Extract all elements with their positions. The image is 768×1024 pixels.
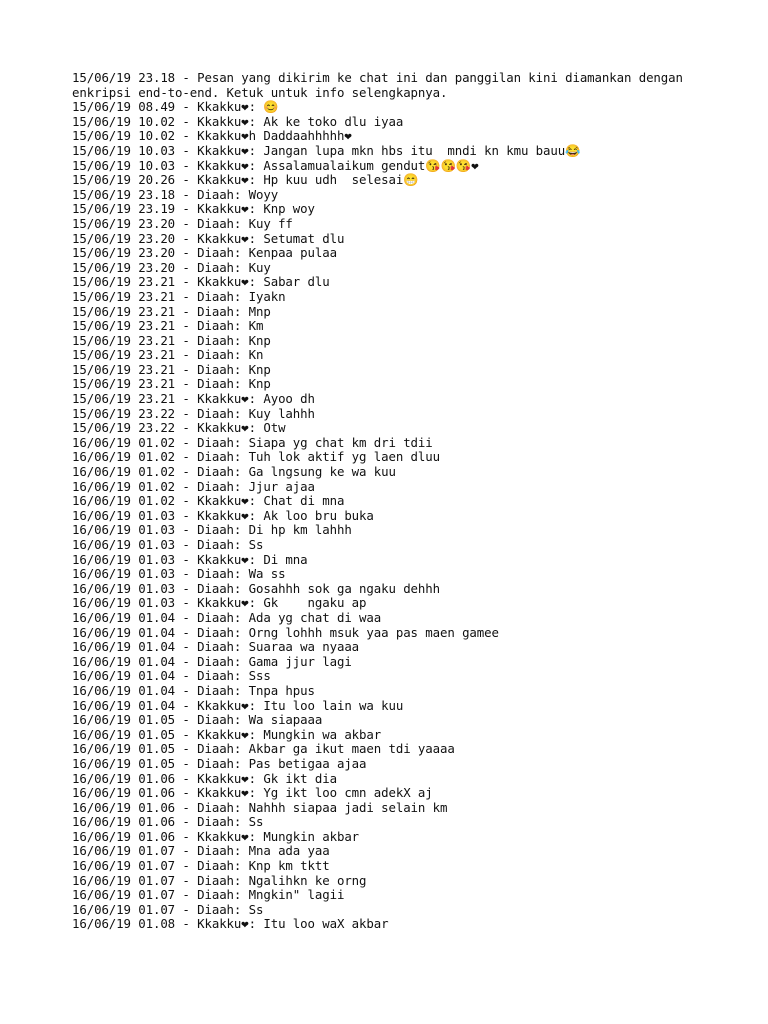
chat-line: 16/06/19 01.05 - Kkakku❤: Mungkin wa akbar xyxy=(72,726,382,742)
chat-line: 15/06/19 10.03 - Kkakku❤: Assalamualaikum gendut😘😘😘❤ xyxy=(72,157,479,173)
chat-line: 15/06/19 10.02 - Kkakku❤h Daddaahhhhh❤ xyxy=(72,128,352,144)
chat-line: 15/06/19 23.20 - Diaah: Kuy ff xyxy=(72,215,293,231)
chat-line: 15/06/19 23.18 - Pesan yang dikirim ke chat ini dan panggilan kini diamankan dengan xyxy=(72,70,683,85)
document-page xyxy=(72,71,712,932)
chat-line: enkripsi end-to-end. Ketuk untuk info selengkapnya. xyxy=(72,84,448,100)
chat-line: 16/06/19 01.07 - Diaah: Ss xyxy=(72,901,264,917)
chat-line: 15/06/19 23.22 - Kkakku❤: Otw xyxy=(72,420,286,436)
chat-line: 16/06/19 01.06 - Kkakku❤: Yg ikt loo cmn adekX aj xyxy=(72,785,433,801)
chat-line: 16/06/19 01.02 - Kkakku❤: Chat di mna xyxy=(72,493,345,509)
chat-line: 15/06/19 23.20 - Kkakku❤: Setumat dlu xyxy=(72,230,345,246)
chat-line: 15/06/19 23.21 - Kkakku❤: Sabar dlu xyxy=(72,274,330,290)
chat-line: 16/06/19 01.04 - Diaah: Sss xyxy=(72,668,271,684)
chat-line: 15/06/19 23.21 - Diaah: Mnp xyxy=(72,303,271,319)
chat-line: 16/06/19 01.06 - Diaah: Ss xyxy=(72,814,264,830)
chat-line: 16/06/19 01.02 - Diaah: Tuh lok aktif yg laen dluu xyxy=(72,449,440,465)
chat-line: 16/06/19 01.03 - Kkakku❤: Gk ngaku ap xyxy=(72,595,367,611)
chat-line: 15/06/19 23.21 - Kkakku❤: Ayoo dh xyxy=(72,391,315,407)
chat-line: 16/06/19 01.06 - Diaah: Nahhh siapaa jadi selain km xyxy=(72,799,448,815)
chat-line: 16/06/19 01.07 - Diaah: Knp km tktt xyxy=(72,858,330,874)
chat-line: 16/06/19 01.03 - Diaah: Ss xyxy=(72,537,264,552)
chat-line: 15/06/19 23.18 - Diaah: Woyy xyxy=(72,186,279,202)
chat-line: 15/06/19 23.21 - Diaah: Kn xyxy=(72,347,264,363)
chat-line: 16/06/19 01.03 - Diaah: Gosahhh sok ga ngaku dehhh xyxy=(72,580,440,596)
chat-line: 15/06/19 23.21 - Diaah: Iyakn xyxy=(72,288,286,304)
chat-line: 15/06/19 10.03 - Kkakku❤: Jangan lupa mkn hbs itu mndi kn kmu bauu😂 xyxy=(72,142,581,158)
chat-line: 16/06/19 01.07 - Diaah: Mngkin" lagii xyxy=(72,887,345,903)
chat-line: 15/06/19 23.19 - Kkakku❤: Knp woy xyxy=(72,201,315,217)
chat-line: 16/06/19 01.07 - Diaah: Ngalihkn ke orng xyxy=(72,872,367,888)
chat-line: 16/06/19 01.08 - Kkakku❤: Itu loo waX akbar xyxy=(72,916,389,932)
chat-line: 16/06/19 01.06 - Kkakku❤: Gk ikt dia xyxy=(72,770,337,786)
chat-line: 16/06/19 01.04 - Diaah: Orng lohhh msuk yaa pas maen gamee xyxy=(72,624,499,640)
chat-line: 15/06/19 23.21 - Diaah: Knp xyxy=(72,332,271,348)
chat-line: 15/06/19 23.20 - Diaah: Kenpaa pulaa xyxy=(72,245,337,261)
chat-log xyxy=(72,71,712,932)
chat-line: 16/06/19 01.04 - Diaah: Gama jjur lagi xyxy=(72,653,352,669)
chat-line: 16/06/19 01.05 - Diaah: Akbar ga ikut maen tdi yaaaa xyxy=(72,741,455,757)
chat-line: 15/06/19 23.21 - Diaah: Knp xyxy=(72,376,271,392)
chat-line: 16/06/19 01.07 - Diaah: Mna ada yaa xyxy=(72,843,330,859)
chat-line: 16/06/19 01.02 - Diaah: Siapa yg chat km dri tdii xyxy=(72,434,433,450)
chat-line: 15/06/19 23.22 - Diaah: Kuy lahhh xyxy=(72,405,315,421)
chat-line: 15/06/19 08.49 - Kkakku❤: 😊 xyxy=(72,99,279,115)
chat-line: 16/06/19 01.06 - Kkakku❤: Mungkin akbar xyxy=(72,828,360,844)
chat-line: 15/06/19 10.02 - Kkakku❤: Ak ke toko dlu iyaa xyxy=(72,113,404,129)
chat-line: 16/06/19 01.03 - Diaah: Wa ss xyxy=(72,566,286,582)
chat-line: 16/06/19 01.02 - Diaah: Jjur ajaa xyxy=(72,478,315,494)
chat-line: 16/06/19 01.04 - Diaah: Ada yg chat di waa xyxy=(72,609,382,625)
chat-line: 16/06/19 01.03 - Kkakku❤: Di mna xyxy=(72,551,308,567)
chat-line: 16/06/19 01.02 - Diaah: Ga lngsung ke wa kuu xyxy=(72,464,396,480)
chat-line: 15/06/19 23.21 - Diaah: Km xyxy=(72,318,264,334)
chat-line: 16/06/19 01.04 - Kkakku❤: Itu loo lain wa kuu xyxy=(72,697,404,713)
chat-line: 16/06/19 01.03 - Diaah: Di hp km lahhh xyxy=(72,522,352,538)
chat-line: 15/06/19 23.20 - Diaah: Kuy xyxy=(72,259,271,275)
chat-line: 15/06/19 23.21 - Diaah: Knp xyxy=(72,361,271,377)
chat-line: 16/06/19 01.05 - Diaah: Pas betigaa ajaa xyxy=(72,755,367,771)
chat-line: 16/06/19 01.05 - Diaah: Wa siapaaa xyxy=(72,712,323,728)
chat-line: 15/06/19 20.26 - Kkakku❤: Hp kuu udh selesai😁 xyxy=(72,172,419,188)
chat-line: 16/06/19 01.03 - Kkakku❤: Ak loo bru buka xyxy=(72,507,374,523)
chat-line: 16/06/19 01.04 - Diaah: Suaraa wa nyaaa xyxy=(72,639,360,655)
chat-line: 16/06/19 01.04 - Diaah: Tnpa hpus xyxy=(72,682,315,698)
